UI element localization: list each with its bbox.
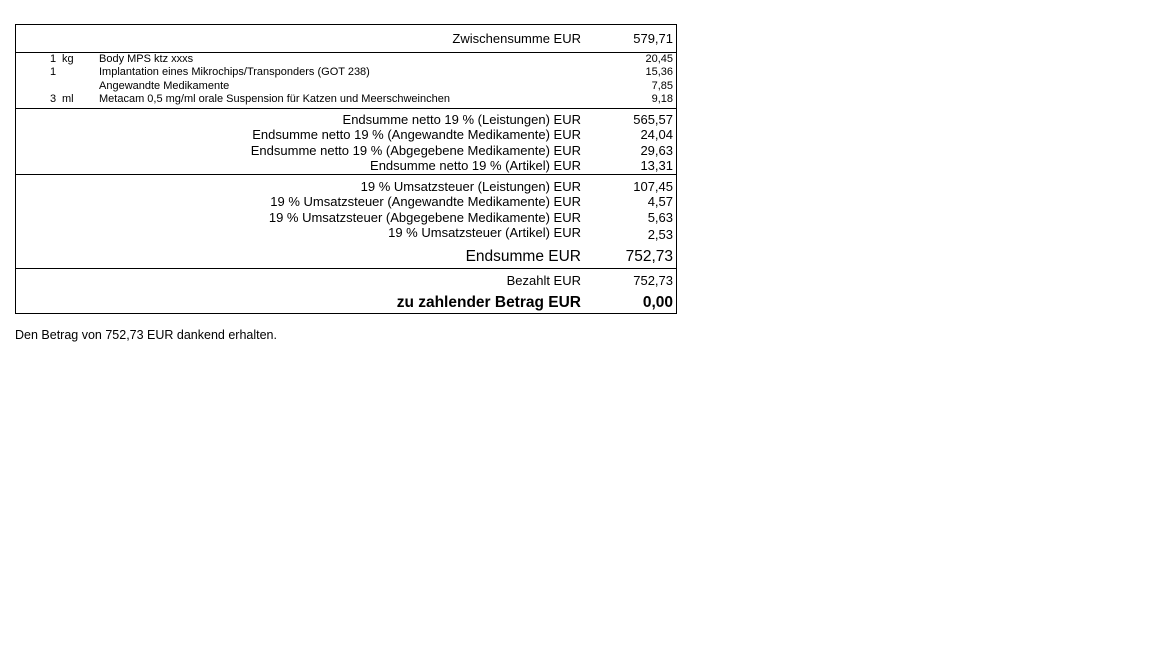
amount-due-row xyxy=(16,294,676,312)
vat-row xyxy=(16,194,676,209)
item-unit: ml xyxy=(62,93,74,105)
invoice-summary-table xyxy=(15,24,677,314)
line-item xyxy=(16,53,676,66)
paid-row xyxy=(16,273,676,288)
line-item xyxy=(16,93,676,106)
net-total-row xyxy=(16,143,676,158)
paid-label: Bezahlt EUR xyxy=(506,273,581,288)
net-total-amount: 29,63 xyxy=(640,143,673,158)
net-total-amount: 13,31 xyxy=(640,158,673,173)
net-total-row xyxy=(16,127,676,142)
line-item xyxy=(16,80,676,93)
vat-label: 19 % Umsatzsteuer (Abgegebene Medikamente) EUR xyxy=(268,210,581,225)
amount-due-value: 0,00 xyxy=(642,294,673,311)
item-description: Angewandte Medikamente xyxy=(99,80,230,92)
vat-amount: 107,45 xyxy=(633,179,673,194)
vat-row xyxy=(16,179,676,194)
item-amount: 7,85 xyxy=(651,80,673,92)
vat-amount: 5,63 xyxy=(647,210,673,225)
item-amount: 9,18 xyxy=(651,93,673,105)
subtotal-amount: 579,71 xyxy=(633,31,673,46)
payment-confirmation-note: Den Betrag von 752,73 EUR dankend erhalten. xyxy=(15,328,277,342)
item-description: Metacam 0,5 mg/ml orale Suspension für Katzen und Meerschweinchen xyxy=(99,93,450,105)
grand-total-row xyxy=(16,248,676,266)
vat-row xyxy=(16,225,676,240)
divider-total xyxy=(16,268,676,269)
subtotal-row xyxy=(16,31,676,47)
paid-amount: 752,73 xyxy=(633,273,673,288)
grand-total-label: Endsumme EUR xyxy=(465,248,581,265)
subtotal-label: Zwischensumme EUR xyxy=(452,31,581,46)
divider-net xyxy=(16,174,676,175)
net-total-row xyxy=(16,112,676,127)
net-total-label: Endsumme netto 19 % (Leistungen) EUR xyxy=(342,112,581,127)
net-total-row xyxy=(16,158,676,173)
net-total-amount: 565,57 xyxy=(633,112,673,127)
vat-amount: 2,53 xyxy=(647,227,673,242)
vat-label: 19 % Umsatzsteuer (Leistungen) EUR xyxy=(360,179,581,194)
item-description: Body MPS ktz xxxs xyxy=(99,53,194,65)
item-quantity: 3 xyxy=(50,93,57,105)
vat-label: 19 % Umsatzsteuer (Artikel) EUR xyxy=(388,225,581,240)
net-total-label: Endsumme netto 19 % (Artikel) EUR xyxy=(370,158,581,173)
vat-label: 19 % Umsatzsteuer (Angewandte Medikamente) EUR xyxy=(270,194,581,209)
net-total-label: Endsumme netto 19 % (Abgegebene Medikamente) EUR xyxy=(250,143,581,158)
item-quantity: 1 xyxy=(50,53,57,65)
item-amount: 20,45 xyxy=(645,53,673,65)
net-total-label: Endsumme netto 19 % (Angewandte Medikamente) EUR xyxy=(252,127,581,142)
item-unit: kg xyxy=(62,53,74,65)
grand-total-amount: 752,73 xyxy=(625,248,673,265)
item-quantity: 1 xyxy=(50,66,57,78)
vat-amount: 4,57 xyxy=(647,194,673,209)
net-total-amount: 24,04 xyxy=(640,127,673,142)
vat-row xyxy=(16,210,676,225)
amount-due-label: zu zahlender Betrag EUR xyxy=(396,294,581,311)
divider-items xyxy=(16,108,676,109)
item-description: Implantation eines Mikrochips/Transponders (GOT 238) xyxy=(99,66,370,78)
line-item xyxy=(16,66,676,79)
item-amount: 15,36 xyxy=(645,66,673,78)
